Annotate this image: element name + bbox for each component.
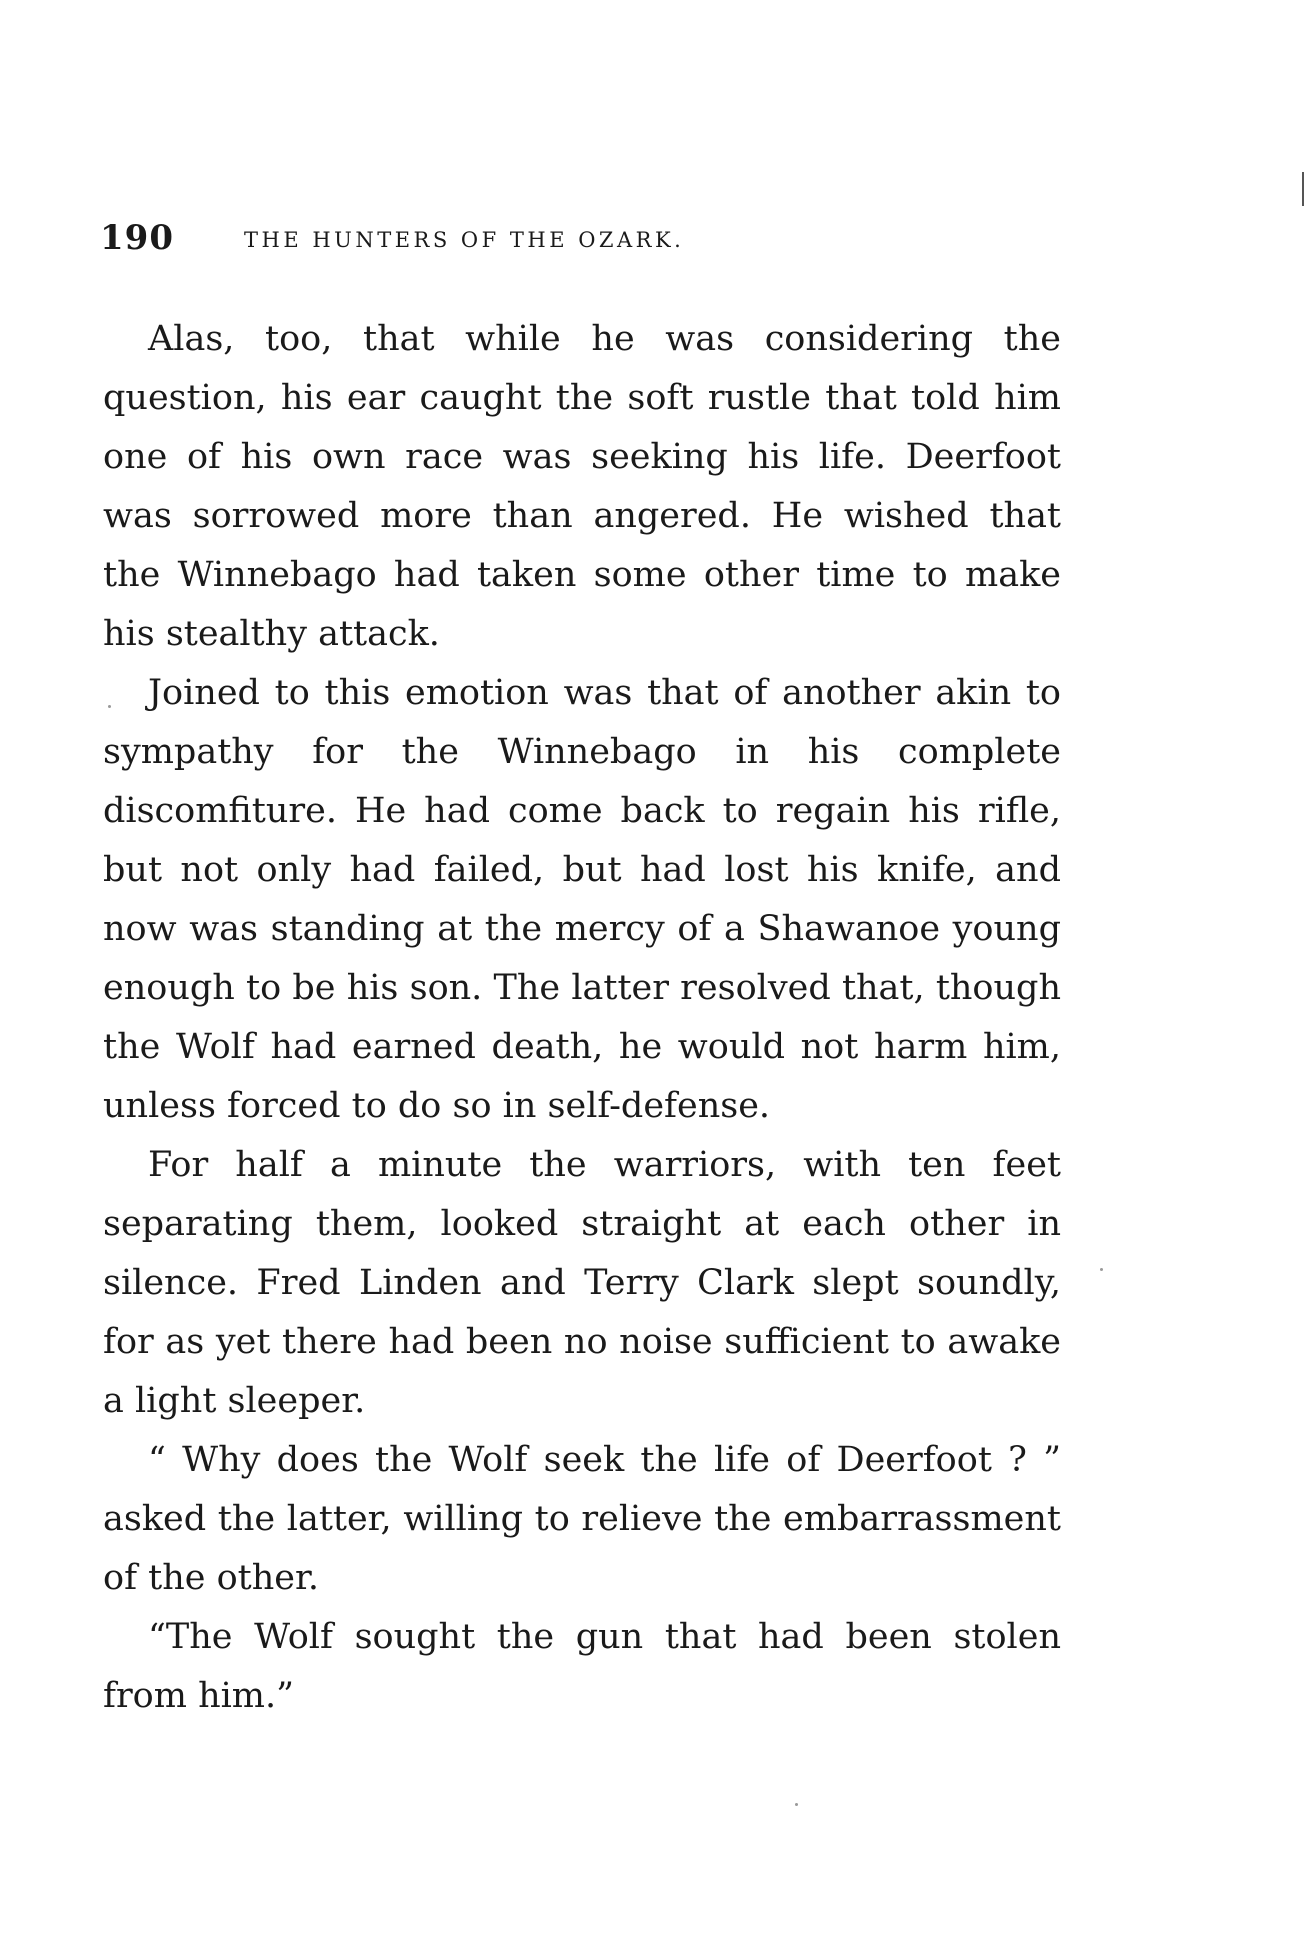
body-text bbox=[103, 310, 1061, 1726]
paper-speck bbox=[1100, 1268, 1103, 1271]
paragraph: “The Wolf sought the gun that had been stolen from him.” bbox=[103, 1617, 1061, 1716]
paper-speck bbox=[108, 705, 111, 708]
paragraph: For half a minute the warriors, with ten feet separating them, looked straight at each other in silence. Fred Linden and Terry Clark slept soundly, for as yet there had been no noise sufficient to awake a light sleeper. bbox=[103, 1145, 1061, 1421]
paper-speck bbox=[795, 1803, 798, 1806]
paragraph: Alas, too, that while he was considering the question, his ear caught the soft rustle that told him one of his own race was seeking his life. Deerfoot was sorrowed more than angered. He wished that the Winnebago had taken some other time to make his stealthy attack. bbox=[103, 319, 1061, 654]
running-title: THE HUNTERS OF THE OZARK. bbox=[244, 228, 685, 252]
paragraph: Joined to this emotion was that of another akin to sympathy for the Winnebago in his complete discomfiture. He had come back to regain his rifle, but not only had failed, but had lost his knife, and now was standing at the mercy of a Shawanoe young enough to be his son. The latter resolved that, though the Wolf had earned death, he would not harm him, unless forced to do so in self-defense. bbox=[103, 673, 1061, 1126]
margin-scan-mark bbox=[1302, 172, 1304, 206]
paragraph: “ Why does the Wolf seek the life of Deerfoot ? ” asked the latter, willing to relieve the embarrassment of the other. bbox=[103, 1440, 1061, 1598]
page-number: 190 bbox=[100, 218, 174, 258]
running-head bbox=[100, 218, 890, 258]
